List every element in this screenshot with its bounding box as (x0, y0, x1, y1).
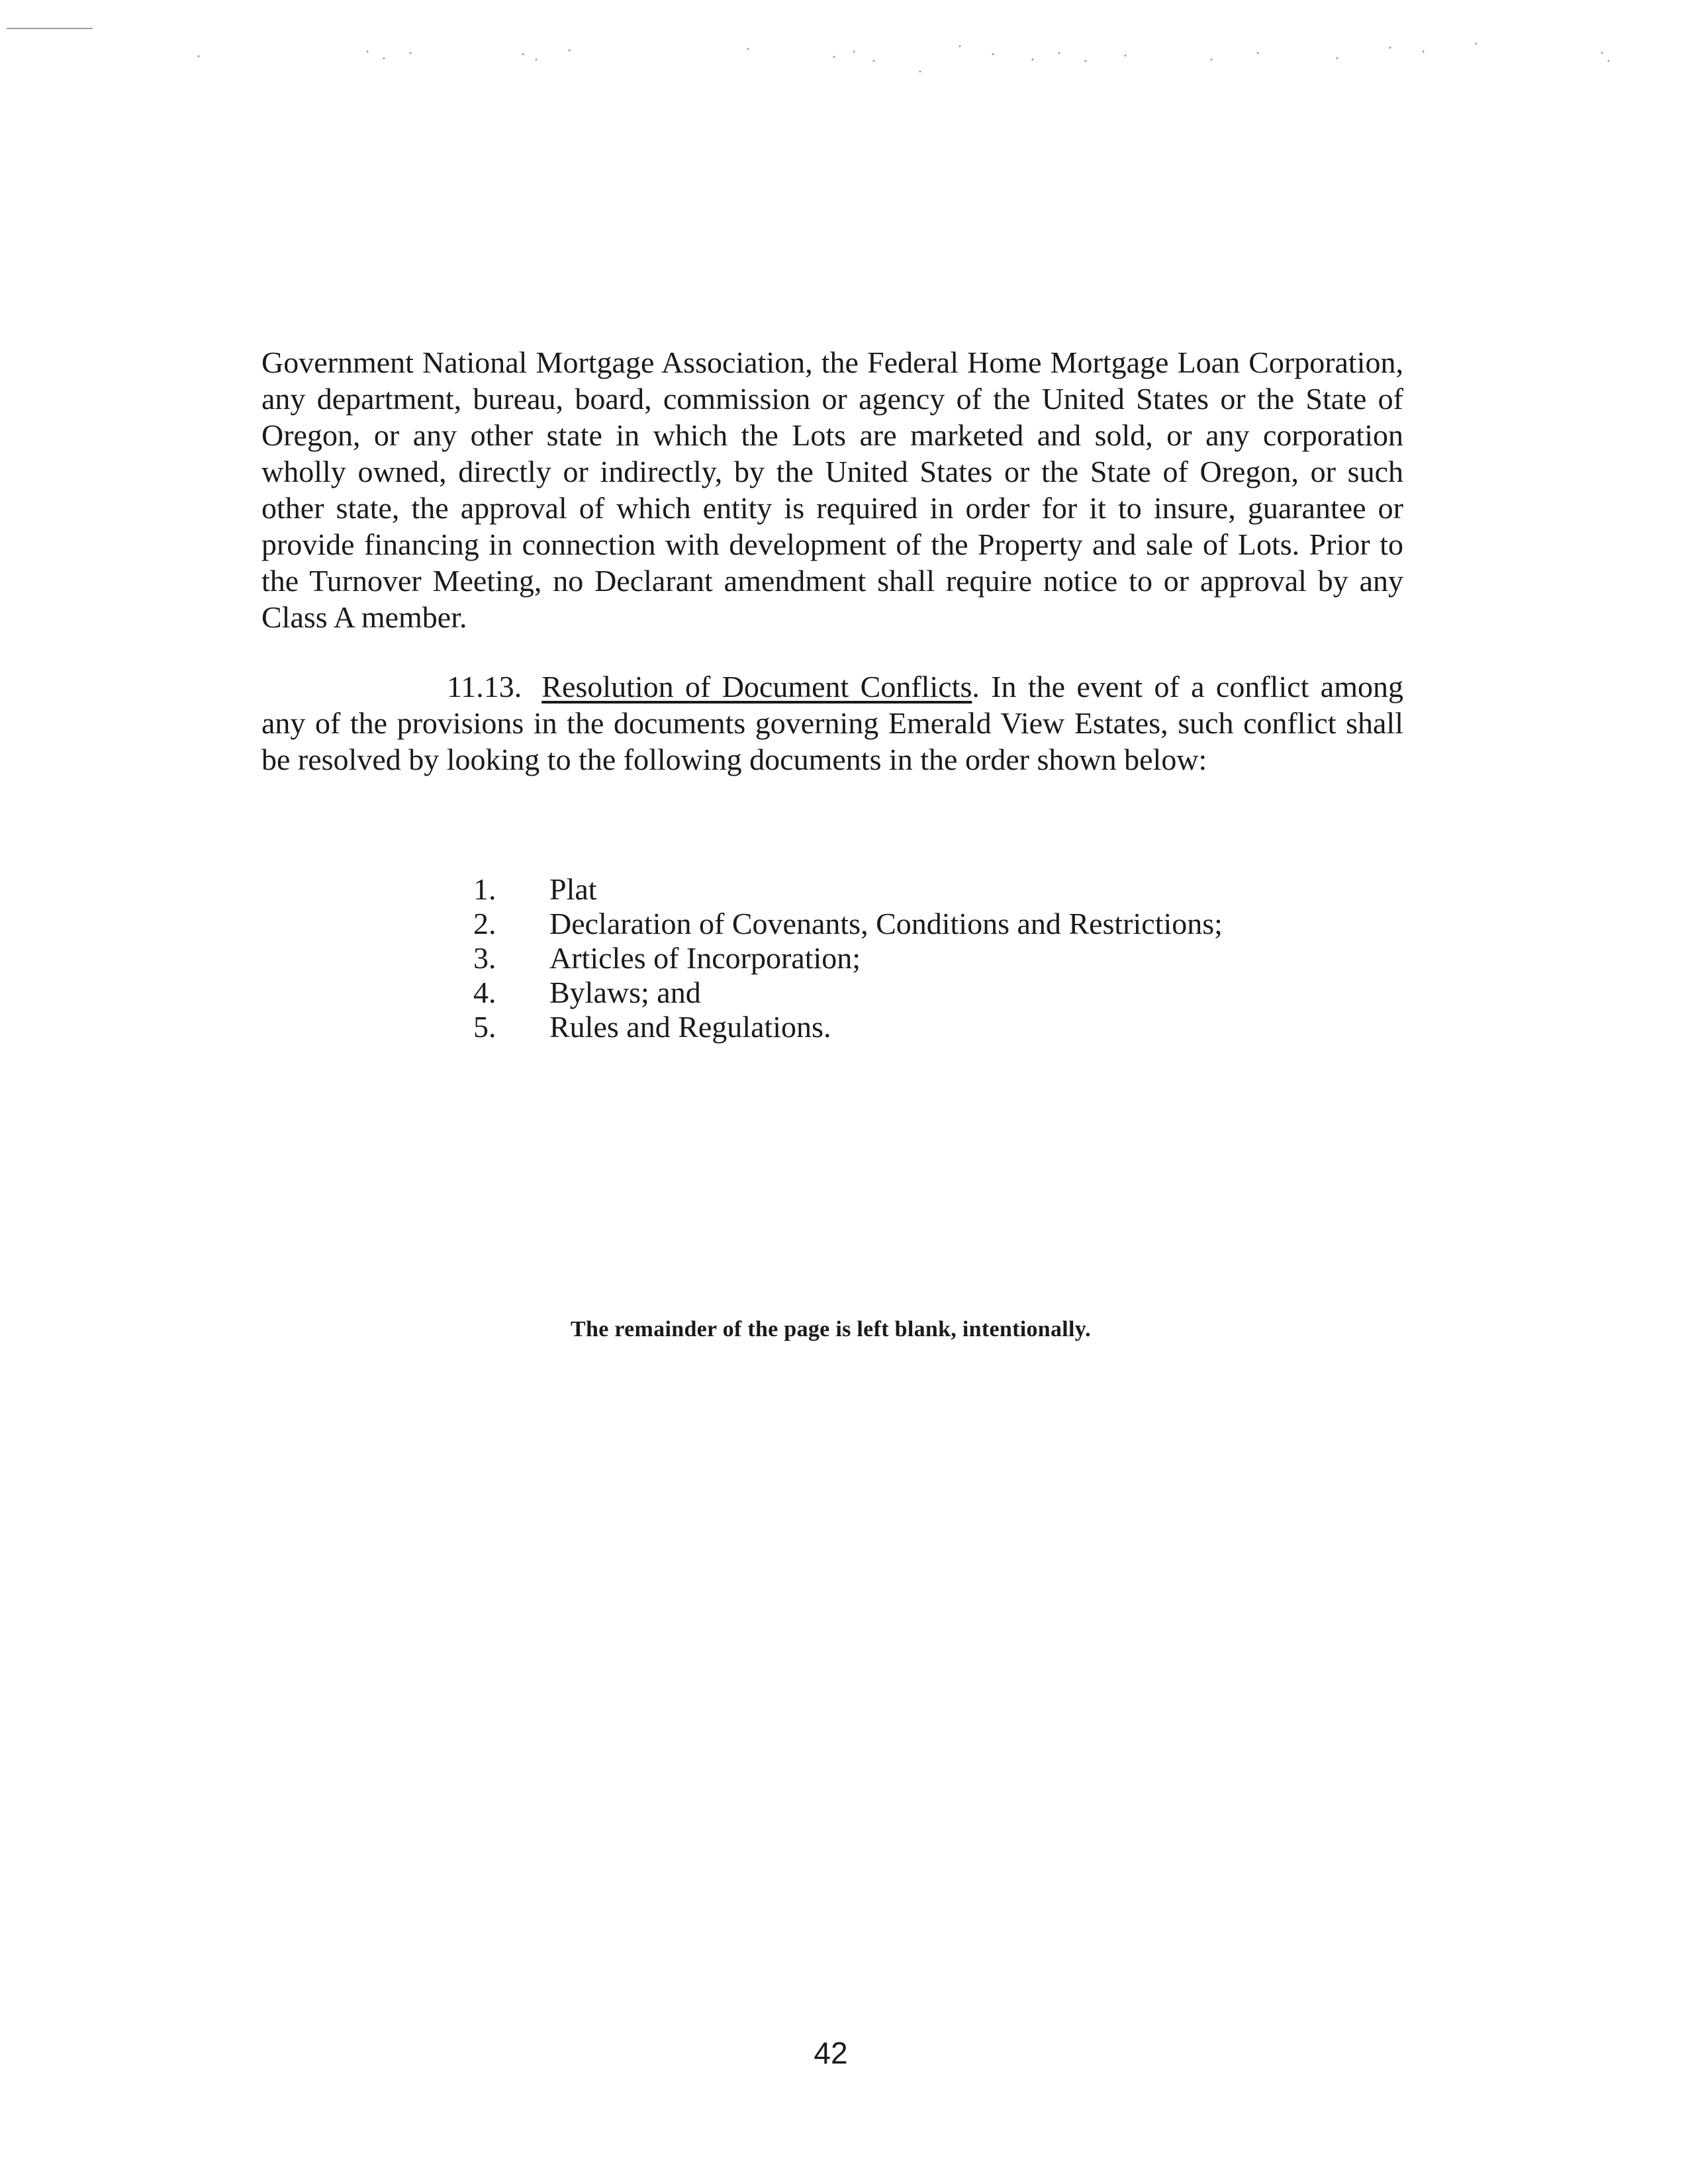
section-text: . In the event of a conflict among any of the provisions in the documents governing Emerald View Estates, such conflict shall be resolved by looking to the following documents in the order shown below: (261, 670, 1403, 776)
list-item-label: Rules and Regulations. (549, 1010, 831, 1044)
list-item-number: 4. (473, 976, 496, 1009)
list-item-number: 1. (473, 872, 496, 906)
section-heading: Resolution of Document Conflicts (541, 670, 972, 704)
section-number: 11.13. (447, 670, 522, 704)
list-item-label: Articles of Incorporation; (549, 941, 861, 975)
blank-page-note: The remainder of the page is left blank, intentionally. (571, 1317, 1091, 1342)
continued-paragraph: Government National Mortgage Association, the Federal Home Mortgage Loan Corporation, any department, bureau, board, commission or agency of the United States or the State of Oregon, or any other state in which the Lots are marketed and sold, or any corporation wholly owned, directly or indirectly, by the United States or the State of Oregon, or such other state, the approval of which entity is required in order for it to insure, guarantee or provide financing in connection with development of the Property and sale of Lots. Prior to the Turnover Meeting, no Declarant amendment shall require notice to or approval by any Class A member. (261, 345, 1403, 634)
list-item (473, 976, 1223, 1010)
list-item (473, 941, 1223, 976)
list-item-number: 3. (473, 941, 496, 975)
scan-artifacts (0, 20, 1688, 79)
list-item-number: 5. (473, 1010, 496, 1044)
page-number: 42 (814, 2036, 848, 2070)
list-item-label: Declaration of Covenants, Conditions and Restrictions; (549, 907, 1223, 940)
list-item (473, 872, 1223, 907)
document-priority-list (473, 872, 1223, 1044)
list-item (473, 907, 1223, 941)
list-item (473, 1010, 1223, 1044)
list-item-label: Plat (549, 872, 597, 906)
list-item-label: Bylaws; and (549, 976, 701, 1009)
body-text (261, 344, 1403, 778)
list-item-number: 2. (473, 907, 496, 940)
section-paragraph (261, 668, 1403, 778)
